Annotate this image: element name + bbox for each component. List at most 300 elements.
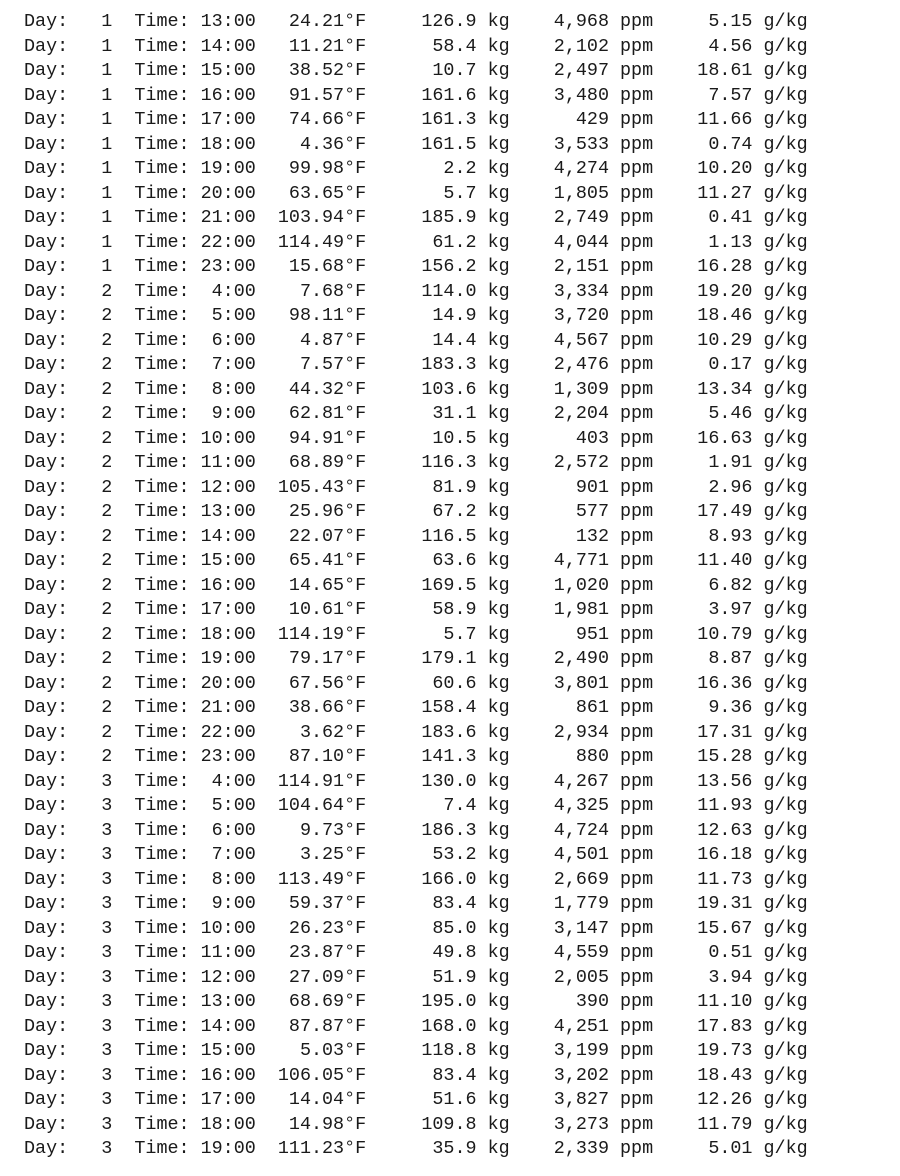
humidity-value: 8.87 g/kg bbox=[653, 648, 808, 669]
temperature-value: 15.68°F bbox=[255, 256, 367, 277]
day-label: Day: bbox=[24, 697, 69, 718]
day-label: Day: bbox=[24, 378, 69, 400]
table-row bbox=[24, 966, 808, 991]
mass-value: 53.2 kg bbox=[366, 844, 510, 865]
concentration-value: 4,267 ppm bbox=[509, 770, 654, 792]
time-label: Time: bbox=[134, 648, 190, 669]
concentration-value: 2,490 ppm bbox=[509, 648, 654, 669]
concentration-value: 429 ppm bbox=[509, 109, 654, 130]
day-label: Day: bbox=[24, 550, 69, 571]
mass-value: 168.0 kg bbox=[366, 1015, 510, 1037]
day-label: Day: bbox=[24, 721, 69, 743]
humidity-value: 17.49 g/kg bbox=[653, 501, 808, 522]
day-label: Day: bbox=[24, 109, 69, 130]
concentration-value: 4,044 ppm bbox=[509, 231, 654, 253]
day-label: Day: bbox=[24, 672, 69, 694]
temperature-value: 14.04°F bbox=[255, 1089, 367, 1110]
temperature-value: 68.69°F bbox=[255, 991, 367, 1012]
concentration-value: 2,934 ppm bbox=[509, 721, 654, 743]
time-value: 10:00 bbox=[189, 427, 256, 449]
concentration-value: 4,274 ppm bbox=[509, 158, 654, 179]
table-row bbox=[24, 941, 808, 966]
day-label: Day: bbox=[24, 966, 69, 988]
day-label: Day: bbox=[24, 60, 69, 81]
day-value: 3 bbox=[68, 1015, 113, 1037]
day-label: Day: bbox=[24, 574, 69, 596]
day-value: 3 bbox=[68, 966, 113, 988]
humidity-value: 5.01 g/kg bbox=[653, 1138, 808, 1159]
concentration-value: 4,567 ppm bbox=[509, 329, 654, 351]
temperature-value: 105.43°F bbox=[255, 476, 367, 498]
time-value: 13:00 bbox=[189, 11, 256, 32]
time-value: 8:00 bbox=[189, 378, 256, 400]
time-label: Time: bbox=[134, 84, 190, 106]
temperature-value: 99.98°F bbox=[255, 158, 367, 179]
concentration-value: 2,204 ppm bbox=[509, 403, 654, 424]
day-value: 2 bbox=[68, 280, 113, 302]
mass-value: 179.1 kg bbox=[366, 648, 510, 669]
temperature-value: 7.68°F bbox=[255, 280, 367, 302]
humidity-value: 3.97 g/kg bbox=[653, 599, 808, 620]
humidity-value: 11.73 g/kg bbox=[653, 868, 808, 890]
concentration-value: 4,559 ppm bbox=[509, 942, 654, 963]
table-row bbox=[24, 745, 808, 770]
concentration-value: 132 ppm bbox=[509, 525, 654, 547]
humidity-value: 11.93 g/kg bbox=[653, 795, 808, 816]
day-label: Day: bbox=[24, 623, 69, 645]
day-value: 1 bbox=[68, 11, 113, 32]
table-row bbox=[24, 1064, 808, 1089]
temperature-value: 14.65°F bbox=[255, 574, 367, 596]
table-row bbox=[24, 35, 808, 60]
table-row bbox=[24, 623, 808, 648]
day-value: 3 bbox=[68, 770, 113, 792]
humidity-value: 10.20 g/kg bbox=[653, 158, 808, 179]
time-value: 6:00 bbox=[189, 329, 256, 351]
time-label: Time: bbox=[134, 868, 190, 890]
day-value: 2 bbox=[68, 476, 113, 498]
temperature-value: 106.05°F bbox=[255, 1064, 367, 1086]
temperature-value: 27.09°F bbox=[255, 966, 367, 988]
temperature-value: 87.87°F bbox=[255, 1015, 367, 1037]
day-label: Day: bbox=[24, 942, 69, 963]
humidity-value: 17.31 g/kg bbox=[653, 721, 808, 743]
mass-value: 116.3 kg bbox=[366, 452, 510, 473]
temperature-value: 4.87°F bbox=[255, 329, 367, 351]
temperature-value: 23.87°F bbox=[255, 942, 367, 963]
concentration-value: 577 ppm bbox=[509, 501, 654, 522]
mass-value: 118.8 kg bbox=[366, 1040, 510, 1061]
time-label: Time: bbox=[134, 1089, 190, 1110]
table-row bbox=[24, 770, 808, 795]
humidity-value: 5.15 g/kg bbox=[653, 11, 808, 32]
table-row bbox=[24, 280, 808, 305]
day-label: Day: bbox=[24, 35, 69, 57]
temperature-value: 113.49°F bbox=[255, 868, 367, 890]
day-label: Day: bbox=[24, 11, 69, 32]
time-label: Time: bbox=[134, 966, 190, 988]
table-row bbox=[24, 794, 808, 819]
humidity-value: 0.51 g/kg bbox=[653, 942, 808, 963]
concentration-value: 1,779 ppm bbox=[509, 893, 654, 914]
table-row bbox=[24, 255, 808, 280]
time-value: 9:00 bbox=[189, 403, 256, 424]
day-value: 1 bbox=[68, 158, 113, 179]
time-label: Time: bbox=[134, 844, 190, 865]
concentration-value: 3,147 ppm bbox=[509, 917, 654, 939]
mass-value: 83.4 kg bbox=[366, 1064, 510, 1086]
time-value: 12:00 bbox=[189, 476, 256, 498]
time-label: Time: bbox=[134, 133, 190, 155]
data-log bbox=[24, 10, 808, 1162]
humidity-value: 16.63 g/kg bbox=[653, 427, 808, 449]
time-label: Time: bbox=[134, 501, 190, 522]
temperature-value: 38.52°F bbox=[255, 60, 367, 81]
concentration-value: 951 ppm bbox=[509, 623, 654, 645]
day-label: Day: bbox=[24, 182, 69, 204]
time-label: Time: bbox=[134, 476, 190, 498]
humidity-value: 0.41 g/kg bbox=[653, 207, 808, 228]
day-value: 2 bbox=[68, 354, 113, 375]
day-label: Day: bbox=[24, 844, 69, 865]
time-label: Time: bbox=[134, 1040, 190, 1061]
mass-value: 161.5 kg bbox=[366, 133, 510, 155]
day-value: 3 bbox=[68, 868, 113, 890]
time-label: Time: bbox=[134, 354, 190, 375]
time-value: 15:00 bbox=[189, 1040, 256, 1061]
day-value: 2 bbox=[68, 305, 113, 326]
humidity-value: 1.13 g/kg bbox=[653, 231, 808, 253]
day-label: Day: bbox=[24, 158, 69, 179]
day-value: 3 bbox=[68, 917, 113, 939]
mass-value: 183.6 kg bbox=[366, 721, 510, 743]
time-value: 16:00 bbox=[189, 1064, 256, 1086]
day-label: Day: bbox=[24, 231, 69, 253]
day-value: 3 bbox=[68, 1040, 113, 1061]
humidity-value: 4.56 g/kg bbox=[653, 35, 808, 57]
concentration-value: 3,199 ppm bbox=[509, 1040, 654, 1061]
humidity-value: 3.94 g/kg bbox=[653, 966, 808, 988]
day-label: Day: bbox=[24, 133, 69, 155]
day-value: 2 bbox=[68, 501, 113, 522]
temperature-value: 25.96°F bbox=[255, 501, 367, 522]
time-label: Time: bbox=[134, 427, 190, 449]
humidity-value: 5.46 g/kg bbox=[653, 403, 808, 424]
day-value: 2 bbox=[68, 427, 113, 449]
table-row bbox=[24, 917, 808, 942]
temperature-value: 94.91°F bbox=[255, 427, 367, 449]
temperature-value: 114.19°F bbox=[255, 623, 367, 645]
mass-value: 169.5 kg bbox=[366, 574, 510, 596]
time-value: 15:00 bbox=[189, 60, 256, 81]
day-label: Day: bbox=[24, 893, 69, 914]
time-value: 20:00 bbox=[189, 672, 256, 694]
time-label: Time: bbox=[134, 697, 190, 718]
day-value: 3 bbox=[68, 942, 113, 963]
time-label: Time: bbox=[134, 819, 190, 841]
humidity-value: 0.17 g/kg bbox=[653, 354, 808, 375]
day-value: 1 bbox=[68, 60, 113, 81]
humidity-value: 13.56 g/kg bbox=[653, 770, 808, 792]
concentration-value: 3,720 ppm bbox=[509, 305, 654, 326]
table-row bbox=[24, 182, 808, 207]
temperature-value: 26.23°F bbox=[255, 917, 367, 939]
mass-value: 5.7 kg bbox=[366, 623, 510, 645]
concentration-value: 4,251 ppm bbox=[509, 1015, 654, 1037]
time-label: Time: bbox=[134, 746, 190, 767]
table-row bbox=[24, 1015, 808, 1040]
mass-value: 116.5 kg bbox=[366, 525, 510, 547]
day-value: 2 bbox=[68, 697, 113, 718]
day-label: Day: bbox=[24, 917, 69, 939]
day-label: Day: bbox=[24, 1113, 69, 1135]
day-value: 1 bbox=[68, 109, 113, 130]
mass-value: 67.2 kg bbox=[366, 501, 510, 522]
table-row bbox=[24, 133, 808, 158]
concentration-value: 3,801 ppm bbox=[509, 672, 654, 694]
day-label: Day: bbox=[24, 476, 69, 498]
mass-value: 156.2 kg bbox=[366, 256, 510, 277]
day-label: Day: bbox=[24, 280, 69, 302]
day-label: Day: bbox=[24, 452, 69, 473]
day-label: Day: bbox=[24, 329, 69, 351]
table-row bbox=[24, 304, 808, 329]
temperature-value: 7.57°F bbox=[255, 354, 367, 375]
humidity-value: 19.73 g/kg bbox=[653, 1040, 808, 1061]
concentration-value: 3,533 ppm bbox=[509, 133, 654, 155]
temperature-value: 11.21°F bbox=[255, 35, 367, 57]
mass-value: 31.1 kg bbox=[366, 403, 510, 424]
day-label: Day: bbox=[24, 991, 69, 1012]
day-value: 2 bbox=[68, 550, 113, 571]
time-label: Time: bbox=[134, 991, 190, 1012]
humidity-value: 2.96 g/kg bbox=[653, 476, 808, 498]
mass-value: 14.4 kg bbox=[366, 329, 510, 351]
temperature-value: 104.64°F bbox=[255, 795, 367, 816]
day-value: 2 bbox=[68, 378, 113, 400]
mass-value: 7.4 kg bbox=[366, 795, 510, 816]
humidity-value: 11.66 g/kg bbox=[653, 109, 808, 130]
concentration-value: 3,480 ppm bbox=[509, 84, 654, 106]
mass-value: 183.3 kg bbox=[366, 354, 510, 375]
concentration-value: 3,273 ppm bbox=[509, 1113, 654, 1135]
humidity-value: 19.20 g/kg bbox=[653, 280, 808, 302]
mass-value: 185.9 kg bbox=[366, 207, 510, 228]
concentration-value: 4,968 ppm bbox=[509, 11, 654, 32]
table-row bbox=[24, 843, 808, 868]
humidity-value: 18.43 g/kg bbox=[653, 1064, 808, 1086]
time-label: Time: bbox=[134, 599, 190, 620]
mass-value: 14.9 kg bbox=[366, 305, 510, 326]
concentration-value: 1,309 ppm bbox=[509, 378, 654, 400]
temperature-value: 3.62°F bbox=[255, 721, 367, 743]
time-value: 11:00 bbox=[189, 452, 256, 473]
mass-value: 158.4 kg bbox=[366, 697, 510, 718]
time-value: 15:00 bbox=[189, 550, 256, 571]
time-label: Time: bbox=[134, 550, 190, 571]
concentration-value: 2,669 ppm bbox=[509, 868, 654, 890]
mass-value: 141.3 kg bbox=[366, 746, 510, 767]
table-row bbox=[24, 1039, 808, 1064]
time-label: Time: bbox=[134, 329, 190, 351]
mass-value: 81.9 kg bbox=[366, 476, 510, 498]
temperature-value: 59.37°F bbox=[255, 893, 367, 914]
table-row bbox=[24, 329, 808, 354]
table-row bbox=[24, 819, 808, 844]
humidity-value: 8.93 g/kg bbox=[653, 525, 808, 547]
humidity-value: 10.29 g/kg bbox=[653, 329, 808, 351]
humidity-value: 11.79 g/kg bbox=[653, 1113, 808, 1135]
temperature-value: 114.49°F bbox=[255, 231, 367, 253]
temperature-value: 3.25°F bbox=[255, 844, 367, 865]
humidity-value: 12.63 g/kg bbox=[653, 819, 808, 841]
time-label: Time: bbox=[134, 11, 190, 32]
time-label: Time: bbox=[134, 60, 190, 81]
concentration-value: 403 ppm bbox=[509, 427, 654, 449]
table-row bbox=[24, 525, 808, 550]
time-label: Time: bbox=[134, 158, 190, 179]
time-value: 18:00 bbox=[189, 1113, 256, 1135]
time-value: 5:00 bbox=[189, 795, 256, 816]
mass-value: 103.6 kg bbox=[366, 378, 510, 400]
day-label: Day: bbox=[24, 525, 69, 547]
table-row bbox=[24, 206, 808, 231]
temperature-value: 65.41°F bbox=[255, 550, 367, 571]
mass-value: 161.6 kg bbox=[366, 84, 510, 106]
temperature-value: 4.36°F bbox=[255, 133, 367, 155]
table-row bbox=[24, 402, 808, 427]
day-value: 1 bbox=[68, 231, 113, 253]
time-value: 4:00 bbox=[189, 280, 256, 302]
table-row bbox=[24, 476, 808, 501]
time-label: Time: bbox=[134, 721, 190, 743]
table-row bbox=[24, 672, 808, 697]
mass-value: 10.7 kg bbox=[366, 60, 510, 81]
concentration-value: 2,572 ppm bbox=[509, 452, 654, 473]
table-row bbox=[24, 892, 808, 917]
mass-value: 109.8 kg bbox=[366, 1113, 510, 1135]
day-value: 3 bbox=[68, 819, 113, 841]
time-value: 23:00 bbox=[189, 256, 256, 277]
time-label: Time: bbox=[134, 1015, 190, 1037]
time-label: Time: bbox=[134, 231, 190, 253]
table-row bbox=[24, 990, 808, 1015]
day-value: 1 bbox=[68, 256, 113, 277]
table-row bbox=[24, 427, 808, 452]
temperature-value: 79.17°F bbox=[255, 648, 367, 669]
time-value: 19:00 bbox=[189, 158, 256, 179]
table-row bbox=[24, 59, 808, 84]
day-value: 3 bbox=[68, 844, 113, 865]
time-value: 8:00 bbox=[189, 868, 256, 890]
temperature-value: 24.21°F bbox=[255, 11, 367, 32]
day-label: Day: bbox=[24, 84, 69, 106]
day-value: 2 bbox=[68, 746, 113, 767]
time-label: Time: bbox=[134, 109, 190, 130]
table-row bbox=[24, 1113, 808, 1138]
mass-value: 195.0 kg bbox=[366, 991, 510, 1012]
humidity-value: 13.34 g/kg bbox=[653, 378, 808, 400]
concentration-value: 1,981 ppm bbox=[509, 599, 654, 620]
humidity-value: 16.36 g/kg bbox=[653, 672, 808, 694]
mass-value: 126.9 kg bbox=[366, 11, 510, 32]
time-value: 17:00 bbox=[189, 1089, 256, 1110]
day-label: Day: bbox=[24, 354, 69, 375]
temperature-value: 91.57°F bbox=[255, 84, 367, 106]
day-value: 1 bbox=[68, 182, 113, 204]
time-label: Time: bbox=[134, 795, 190, 816]
time-label: Time: bbox=[134, 1113, 190, 1135]
day-value: 2 bbox=[68, 648, 113, 669]
time-label: Time: bbox=[134, 893, 190, 914]
table-row bbox=[24, 574, 808, 599]
time-value: 14:00 bbox=[189, 35, 256, 57]
mass-value: 114.0 kg bbox=[366, 280, 510, 302]
table-row bbox=[24, 721, 808, 746]
temperature-value: 98.11°F bbox=[255, 305, 367, 326]
temperature-value: 22.07°F bbox=[255, 525, 367, 547]
time-value: 13:00 bbox=[189, 501, 256, 522]
temperature-value: 114.91°F bbox=[255, 770, 367, 792]
concentration-value: 4,325 ppm bbox=[509, 795, 654, 816]
day-label: Day: bbox=[24, 427, 69, 449]
time-label: Time: bbox=[134, 305, 190, 326]
day-label: Day: bbox=[24, 770, 69, 792]
time-label: Time: bbox=[134, 917, 190, 939]
concentration-value: 2,497 ppm bbox=[509, 60, 654, 81]
temperature-value: 5.03°F bbox=[255, 1040, 367, 1061]
day-label: Day: bbox=[24, 1089, 69, 1110]
time-value: 20:00 bbox=[189, 182, 256, 204]
time-value: 14:00 bbox=[189, 1015, 256, 1037]
concentration-value: 861 ppm bbox=[509, 697, 654, 718]
time-label: Time: bbox=[134, 378, 190, 400]
concentration-value: 3,334 ppm bbox=[509, 280, 654, 302]
time-value: 4:00 bbox=[189, 770, 256, 792]
humidity-value: 11.40 g/kg bbox=[653, 550, 808, 571]
time-label: Time: bbox=[134, 35, 190, 57]
time-value: 16:00 bbox=[189, 84, 256, 106]
table-row bbox=[24, 647, 808, 672]
day-label: Day: bbox=[24, 1064, 69, 1086]
time-label: Time: bbox=[134, 256, 190, 277]
temperature-value: 62.81°F bbox=[255, 403, 367, 424]
time-label: Time: bbox=[134, 182, 190, 204]
table-row bbox=[24, 1088, 808, 1113]
day-value: 2 bbox=[68, 721, 113, 743]
day-value: 1 bbox=[68, 207, 113, 228]
time-value: 14:00 bbox=[189, 525, 256, 547]
mass-value: 161.3 kg bbox=[366, 109, 510, 130]
time-value: 7:00 bbox=[189, 844, 256, 865]
table-row bbox=[24, 231, 808, 256]
table-row bbox=[24, 353, 808, 378]
time-value: 18:00 bbox=[189, 623, 256, 645]
mass-value: 49.8 kg bbox=[366, 942, 510, 963]
table-row bbox=[24, 451, 808, 476]
mass-value: 130.0 kg bbox=[366, 770, 510, 792]
day-value: 2 bbox=[68, 403, 113, 424]
concentration-value: 2,339 ppm bbox=[509, 1138, 654, 1159]
day-value: 3 bbox=[68, 1113, 113, 1135]
concentration-value: 2,102 ppm bbox=[509, 35, 654, 57]
temperature-value: 10.61°F bbox=[255, 599, 367, 620]
mass-value: 63.6 kg bbox=[366, 550, 510, 571]
mass-value: 58.9 kg bbox=[366, 599, 510, 620]
mass-value: 35.9 kg bbox=[366, 1138, 510, 1159]
humidity-value: 7.57 g/kg bbox=[653, 84, 808, 106]
humidity-value: 1.91 g/kg bbox=[653, 452, 808, 473]
